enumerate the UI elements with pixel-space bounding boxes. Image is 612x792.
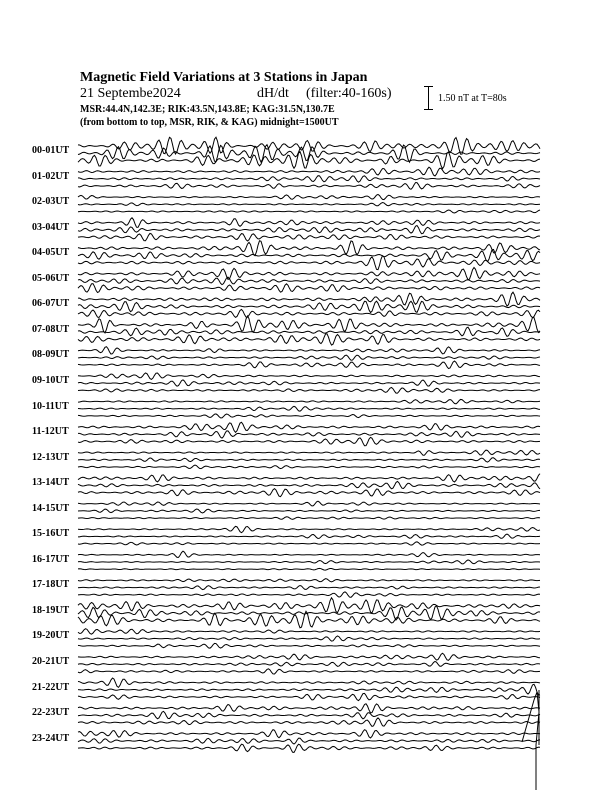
trace-16-17UT-MSR bbox=[78, 568, 540, 570]
row-label-13-14UT: 13-14UT bbox=[32, 477, 70, 489]
trace-08-09UT-MSR bbox=[78, 361, 540, 369]
trace-21-22UT-KAG bbox=[78, 678, 540, 687]
row-label-16-17UT: 16-17UT bbox=[32, 553, 70, 565]
trace-22-23UT-MSR bbox=[78, 718, 540, 727]
trace-08-09UT-KAG bbox=[78, 347, 540, 354]
trace-06-07UT-MSR bbox=[78, 309, 540, 317]
trace-17-18UT-RIK bbox=[78, 585, 540, 589]
trace-18-19UT-RIK bbox=[78, 606, 540, 620]
trace-15-16UT-RIK bbox=[78, 534, 540, 538]
trace-04-05UT-MSR bbox=[78, 256, 540, 270]
trace-21-22UT-MSR bbox=[78, 693, 540, 700]
trace-19-20UT-RIK bbox=[78, 636, 540, 641]
scale-label: 1.50 nT at T=80s bbox=[438, 93, 507, 104]
row-label-03-04UT: 03-04UT bbox=[32, 221, 70, 233]
trace-07-08UT-MSR bbox=[78, 334, 540, 345]
trace-11-12UT-RIK bbox=[78, 431, 540, 438]
trace-12-13UT-RIK bbox=[78, 458, 540, 462]
trace-23-24UT-MSR bbox=[78, 744, 540, 752]
row-label-05-06UT: 05-06UT bbox=[32, 272, 70, 284]
trace-20-21UT-MSR bbox=[78, 669, 540, 674]
row-label-20-21UT: 20-21UT bbox=[32, 656, 70, 667]
trace-17-18UT-MSR bbox=[78, 592, 540, 597]
chart-title: Magnetic Field Variations at 3 Stations in Japan bbox=[80, 70, 368, 85]
trace-13-14UT-KAG bbox=[78, 474, 540, 482]
row-label-11-12UT: 11-12UT bbox=[32, 426, 69, 438]
trace-13-14UT-RIK bbox=[78, 481, 540, 489]
row-label-10-11UT: 10-11UT bbox=[32, 400, 69, 412]
trace-11-12UT-MSR bbox=[78, 437, 540, 445]
trace-01-02UT-MSR bbox=[78, 183, 540, 190]
trace-15-16UT-MSR bbox=[78, 542, 540, 545]
trace-19-20UT-MSR bbox=[78, 643, 540, 648]
trace-02-03UT-MSR bbox=[78, 210, 540, 213]
row-label-06-07UT: 06-07UT bbox=[32, 298, 70, 310]
row-label-04-05UT: 04-05UT bbox=[32, 247, 70, 259]
trace-10-11UT-MSR bbox=[78, 414, 540, 418]
trace-13-14UT-MSR bbox=[78, 489, 540, 497]
trace-07-08UT-RIK bbox=[78, 327, 540, 336]
trace-10-11UT-KAG bbox=[78, 399, 540, 403]
row-label-17-18UT: 17-18UT bbox=[32, 579, 70, 591]
trace-09-10UT-MSR bbox=[78, 387, 540, 393]
trace-09-10UT-KAG bbox=[78, 373, 540, 379]
trace-05-06UT-KAG bbox=[78, 268, 540, 280]
chart-quantity: dH/dt bbox=[257, 86, 289, 101]
row-label-14-15UT: 14-15UT bbox=[32, 502, 70, 514]
trace-12-13UT-MSR bbox=[78, 465, 540, 469]
trace-05-06UT-RIK bbox=[78, 277, 540, 284]
trace-14-15UT-RIK bbox=[78, 509, 540, 513]
trace-17-18UT-KAG bbox=[78, 579, 540, 582]
trace-20-21UT-RIK bbox=[78, 661, 540, 666]
trace-03-04UT-MSR bbox=[78, 233, 540, 241]
trace-14-15UT-MSR bbox=[78, 517, 540, 520]
row-label-08-09UT: 08-09UT bbox=[32, 349, 70, 361]
station-coordinates: MSR:44.4N,142.3E; RIK:43.5N,143.8E; KAG:31.5N,130.7E bbox=[80, 104, 335, 115]
trace-04-05UT-KAG bbox=[78, 241, 540, 256]
row-label-12-13UT: 12-13UT bbox=[32, 451, 70, 463]
trace-09-10UT-RIK bbox=[78, 380, 540, 386]
row-label-18-19UT: 18-19UT bbox=[32, 604, 70, 616]
row-label-09-10UT: 09-10UT bbox=[32, 374, 70, 386]
trace-23-24UT-KAG bbox=[78, 730, 540, 738]
row-label-21-22UT: 21-22UT bbox=[32, 681, 70, 693]
trace-02-03UT-KAG bbox=[78, 194, 540, 199]
row-label-22-23UT: 22-23UT bbox=[32, 707, 70, 719]
chart-filter: (filter:40-160s) bbox=[306, 86, 392, 101]
chart-date: 21 Septembe2024 bbox=[80, 86, 181, 101]
row-label-00-01UT: 00-01UT bbox=[32, 145, 70, 156]
trace-03-04UT-KAG bbox=[78, 218, 540, 228]
trace-20-21UT-KAG bbox=[78, 653, 540, 660]
trace-03-04UT-RIK bbox=[78, 225, 540, 233]
trace-05-06UT-MSR bbox=[78, 284, 540, 293]
trace-22-23UT-RIK bbox=[78, 711, 540, 719]
trace-01-02UT-KAG bbox=[78, 167, 540, 176]
trace-22-23UT-KAG bbox=[78, 704, 540, 713]
row-label-15-16UT: 15-16UT bbox=[32, 528, 70, 540]
row-label-23-24UT: 23-24UT bbox=[32, 732, 70, 744]
trace-06-07UT-KAG bbox=[78, 292, 540, 306]
trace-11-12UT-KAG bbox=[78, 422, 540, 432]
trace-19-20UT-KAG bbox=[78, 629, 540, 634]
row-label-01-02UT: 01-02UT bbox=[32, 170, 70, 182]
trace-16-17UT-RIK bbox=[78, 560, 540, 564]
station-order-note: (from bottom to top, MSR, RIK, & KAG) midnight=1500UT bbox=[80, 117, 339, 128]
trace-00-01UT-KAG bbox=[78, 137, 540, 154]
trace-15-16UT-KAG bbox=[78, 526, 540, 532]
trace-14-15UT-KAG bbox=[78, 501, 540, 506]
trace-01-02UT-RIK bbox=[78, 176, 540, 182]
trace-21-22UT-RIK bbox=[78, 684, 540, 695]
row-label-19-20UT: 19-20UT bbox=[32, 630, 70, 642]
trace-23-24UT-RIK bbox=[78, 738, 540, 744]
trace-16-17UT-KAG bbox=[78, 551, 540, 557]
trace-10-11UT-RIK bbox=[78, 406, 540, 411]
trace-02-03UT-RIK bbox=[78, 203, 540, 206]
trace-08-09UT-RIK bbox=[78, 355, 540, 360]
trace-04-05UT-RIK bbox=[78, 250, 540, 262]
row-label-02-03UT: 02-03UT bbox=[32, 196, 70, 208]
row-label-07-08UT: 07-08UT bbox=[32, 323, 70, 335]
trace-06-07UT-RIK bbox=[78, 301, 540, 312]
trace-12-13UT-KAG bbox=[78, 450, 540, 455]
